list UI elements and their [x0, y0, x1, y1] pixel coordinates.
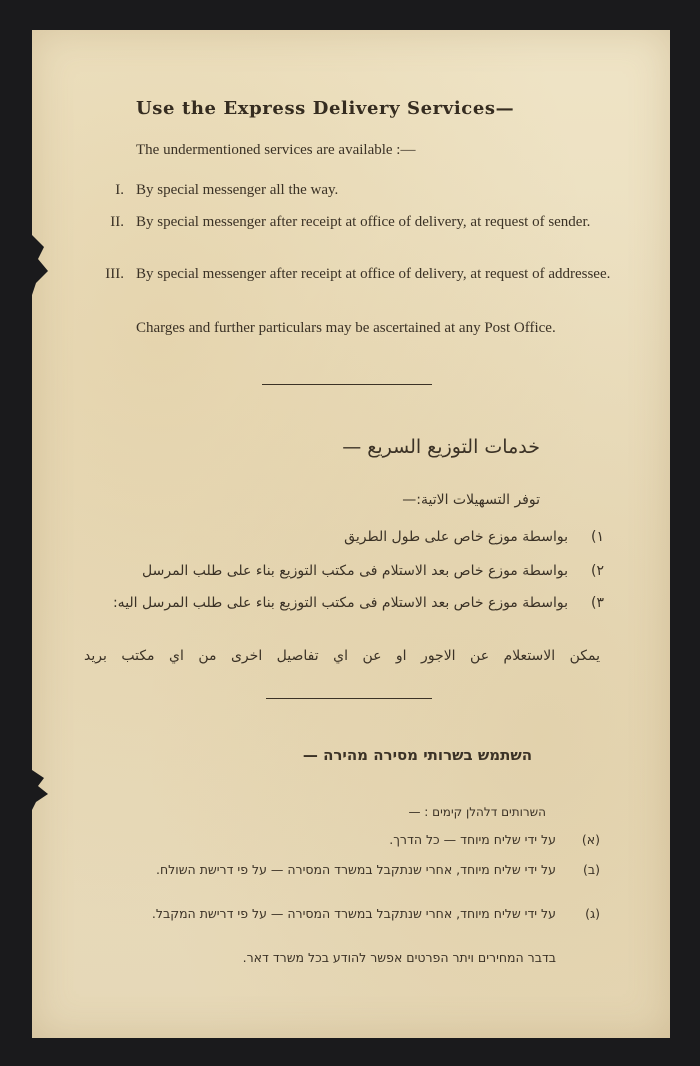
hebrew-item-number: (ב) [583, 862, 600, 877]
hebrew-charges-note: בדבר המחירים ויתר הפרטים אפשר להודע בכל משרד דאר. [242, 950, 556, 965]
hebrew-item-3 [80, 904, 600, 942]
arabic-item-text: بواسطة موزع خاص على طول الطريق [344, 529, 568, 545]
arabic-item-number: ٣) [591, 595, 604, 611]
arabic-title: خدمات التوزيع السريع — [342, 436, 540, 458]
english-title: Use the Express Delivery Services— [136, 98, 515, 119]
hebrew-item-text: על ידי שליח מיוחד, אחרי שנתקבל במשרד המסירה — על פי דרישת המקבל. [151, 906, 556, 921]
arabic-item-number: ٢) [591, 563, 604, 579]
hebrew-item-1 [80, 830, 600, 849]
arabic-item-1 [84, 524, 604, 550]
hebrew-item-number: (ג) [585, 906, 600, 921]
arabic-intro: توفر التسهيلات الاتية:— [402, 492, 540, 508]
arabic-enquiry-note: يمكن الاستعلام عن الاجور او عن اي تفاصيل اخرى من اي مكتب بريد [84, 648, 600, 664]
english-item-text: By special messenger after receipt at office of delivery, at request of sender. [136, 214, 591, 230]
english-item-number: III. [105, 266, 124, 282]
hebrew-intro: השרותים דלהלן קימים : — [408, 805, 546, 819]
section-divider [266, 698, 432, 699]
hebrew-title: השתמש בשרותי מסירה מהירה — [302, 746, 532, 764]
hebrew-item-text: על ידי שליח מיוחד, אחרי שנתקבל במשרד המסירה — על פי דרישת השולח. [156, 862, 556, 877]
arabic-item-2 [84, 558, 604, 584]
arabic-item-number: ١) [591, 529, 604, 545]
english-intro: The undermentioned services are available :— [136, 142, 416, 158]
english-charges-note: Charges and further particulars may be ascertained at any Post Office. [136, 320, 556, 336]
hebrew-item-2 [80, 860, 600, 898]
arabic-item-text: بواسطة موزع خاص بعد الاستلام فى مكتب التوزيع بناء على طلب المرسل اليه: [112, 595, 568, 611]
arabic-item-3 [84, 590, 604, 642]
english-item-text: By special messenger after receipt at office of delivery, at request of addressee. [136, 266, 611, 282]
document-page [32, 30, 670, 1038]
section-divider [262, 384, 432, 385]
english-item-number: II. [110, 214, 124, 230]
hebrew-item-number: (א) [581, 832, 600, 847]
english-item-text: By special messenger all the way. [136, 182, 339, 198]
arabic-item-text: بواسطة موزع خاص بعد الاستلام فى مكتب التوزيع بناء على طلب المرسل [142, 563, 568, 579]
hebrew-item-text: על ידי שליח מיוחד — כל הדרך. [389, 832, 556, 847]
english-item-number: I. [115, 182, 124, 198]
